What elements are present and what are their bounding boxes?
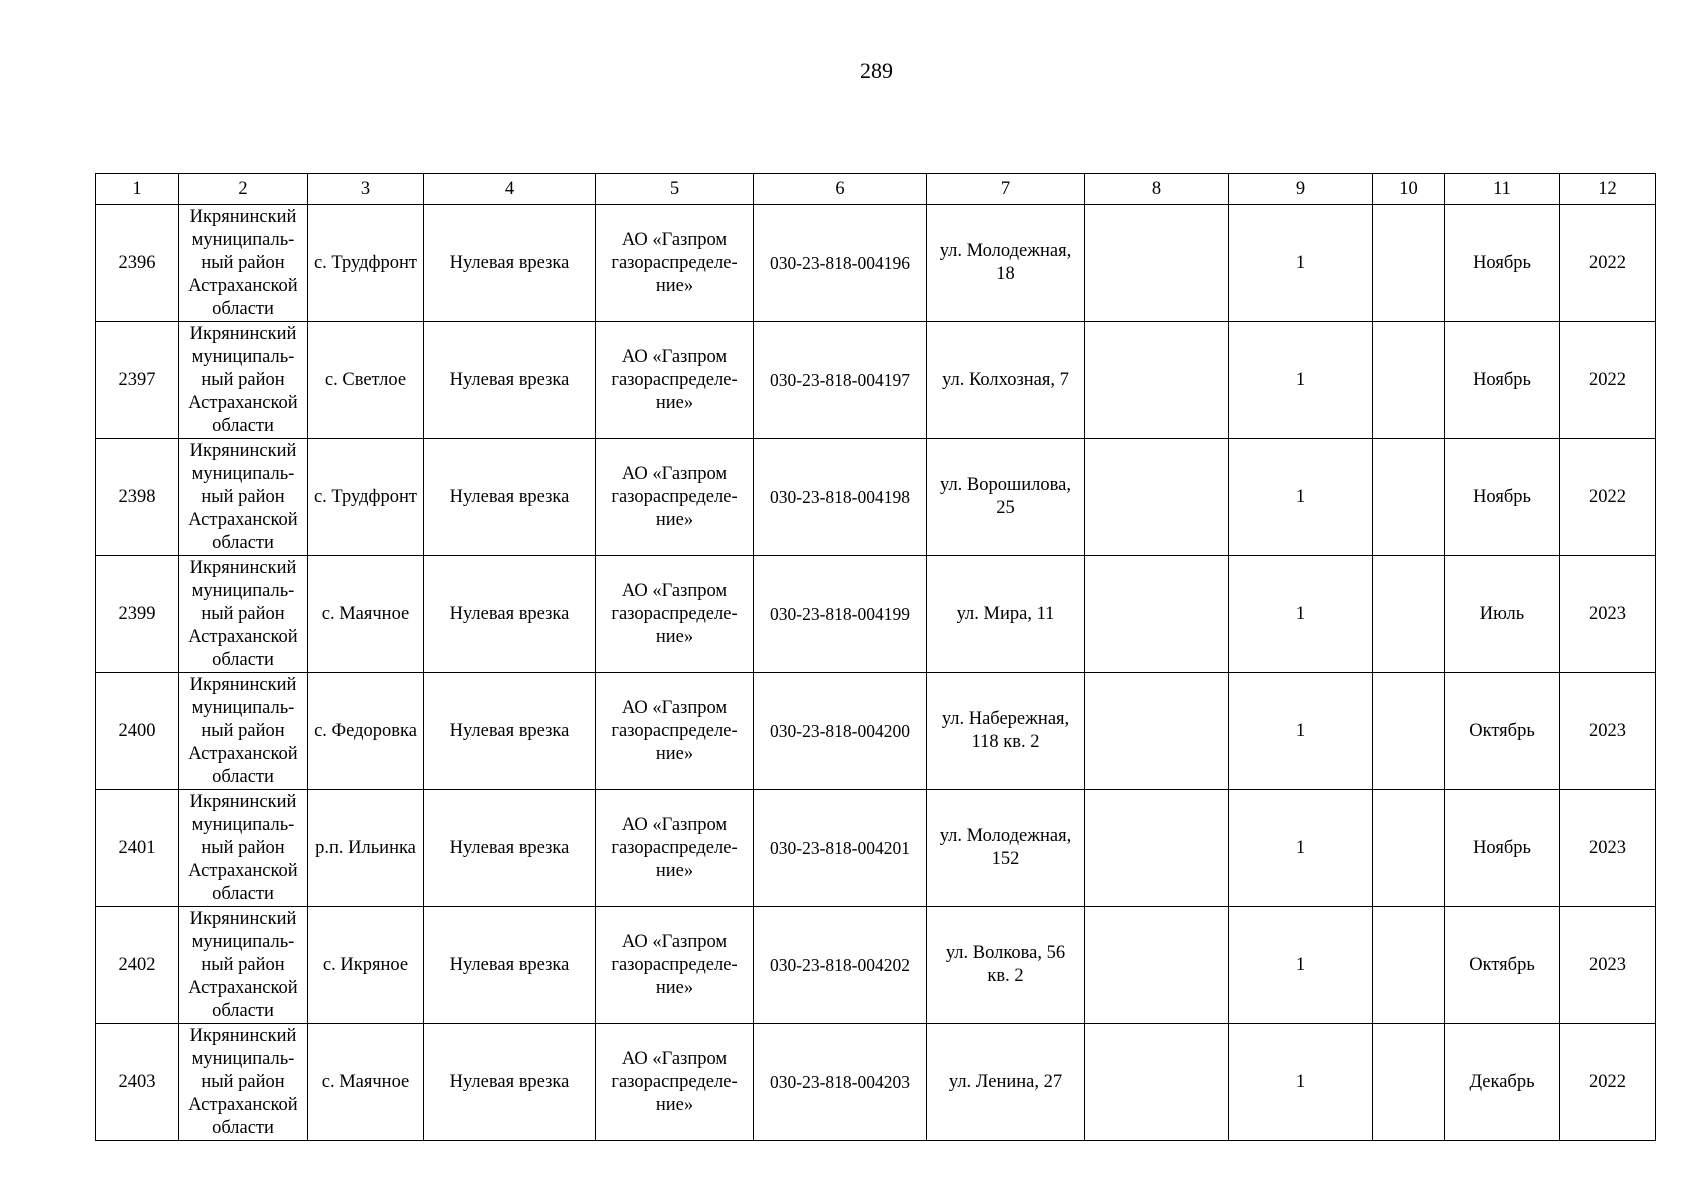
organization-cell	[596, 907, 754, 1024]
col8-cell	[1085, 322, 1229, 439]
object-code-cell: 030-23-818-004200	[754, 673, 927, 790]
col10-cell	[1373, 439, 1445, 556]
district-cell-text: Икрянинский муниципаль- ный район Астраханской области	[188, 908, 298, 1021]
table-row	[96, 439, 1656, 556]
work-type-cell: Нулевая врезка	[424, 907, 596, 1024]
settlement-cell: р.п. Ильинка	[308, 790, 424, 907]
address-cell	[927, 1024, 1085, 1141]
object-code-cell: 030-23-818-004196	[754, 205, 927, 322]
object-code-cell: 030-23-818-004202	[754, 907, 927, 1024]
quantity-cell: 1	[1229, 556, 1373, 673]
quantity-cell: 1	[1229, 439, 1373, 556]
settlement-cell: с. Маячное	[308, 1024, 424, 1141]
district-cell-text: Икрянинский муниципаль- ный район Астраханской области	[188, 206, 298, 319]
organization-cell-text: АО «Газпром газораспределе- ние»	[611, 814, 738, 881]
work-type-cell: Нулевая врезка	[424, 1024, 596, 1141]
quantity-cell: 1	[1229, 790, 1373, 907]
object-code-cell: 030-23-818-004197	[754, 322, 927, 439]
month-cell: Ноябрь	[1445, 322, 1560, 439]
table-row	[96, 1024, 1656, 1141]
address-cell	[927, 790, 1085, 907]
district-cell-text: Икрянинский муниципаль- ный район Астраханской области	[188, 557, 298, 670]
address-cell	[927, 439, 1085, 556]
work-type-cell: Нулевая врезка	[424, 205, 596, 322]
address-cell-text: ул. Колхозная, 7	[942, 369, 1069, 390]
page-number: 289	[860, 58, 893, 83]
work-type-cell: Нулевая врезка	[424, 790, 596, 907]
column-header: 2	[179, 174, 308, 205]
month-cell: Октябрь	[1445, 673, 1560, 790]
month-cell: Ноябрь	[1445, 790, 1560, 907]
year-cell: 2023	[1560, 907, 1656, 1024]
col10-cell	[1373, 1024, 1445, 1141]
table-row	[96, 673, 1656, 790]
row-number-cell: 2401	[96, 790, 179, 907]
work-type-cell: Нулевая врезка	[424, 673, 596, 790]
year-cell: 2022	[1560, 322, 1656, 439]
column-header: 10	[1373, 174, 1445, 205]
address-cell-text: ул. Ворошилова, 25	[940, 475, 1071, 518]
organization-cell	[596, 205, 754, 322]
table-row	[96, 556, 1656, 673]
col10-cell	[1373, 790, 1445, 907]
address-cell	[927, 556, 1085, 673]
row-number-cell: 2399	[96, 556, 179, 673]
settlement-cell: с. Федоровка	[308, 673, 424, 790]
organization-cell-text: АО «Газпром газораспределе- ние»	[611, 1048, 738, 1115]
settlement-cell: с. Светлое	[308, 322, 424, 439]
col10-cell	[1373, 205, 1445, 322]
month-cell: Ноябрь	[1445, 205, 1560, 322]
district-cell	[179, 907, 308, 1024]
settlement-cell: с. Икряное	[308, 907, 424, 1024]
column-header: 6	[754, 174, 927, 205]
object-code-cell: 030-23-818-004203	[754, 1024, 927, 1141]
col8-cell	[1085, 790, 1229, 907]
address-cell-text: ул. Молодежная, 152	[939, 826, 1072, 869]
col8-cell	[1085, 1024, 1229, 1141]
row-number-cell: 2398	[96, 439, 179, 556]
col8-cell	[1085, 439, 1229, 556]
organization-cell-text: АО «Газпром газораспределе- ние»	[611, 580, 738, 647]
quantity-cell: 1	[1229, 322, 1373, 439]
organization-cell	[596, 322, 754, 439]
address-cell	[927, 907, 1085, 1024]
organization-cell-text: АО «Газпром газораспределе- ние»	[611, 229, 738, 296]
col8-cell	[1085, 205, 1229, 322]
organization-cell-text: АО «Газпром газораспределе- ние»	[611, 463, 738, 530]
address-cell-text: ул. Ленина, 27	[948, 1071, 1063, 1092]
row-number-cell: 2397	[96, 322, 179, 439]
row-number-cell: 2396	[96, 205, 179, 322]
month-cell: Июль	[1445, 556, 1560, 673]
settlement-cell: с. Маячное	[308, 556, 424, 673]
quantity-cell: 1	[1229, 1024, 1373, 1141]
col10-cell	[1373, 907, 1445, 1024]
address-cell	[927, 673, 1085, 790]
year-cell: 2023	[1560, 673, 1656, 790]
column-header: 8	[1085, 174, 1229, 205]
organization-cell	[596, 439, 754, 556]
column-header: 12	[1560, 174, 1656, 205]
month-cell: Октябрь	[1445, 907, 1560, 1024]
quantity-cell: 1	[1229, 205, 1373, 322]
column-header: 11	[1445, 174, 1560, 205]
year-cell: 2022	[1560, 439, 1656, 556]
district-cell	[179, 439, 308, 556]
row-number-cell: 2400	[96, 673, 179, 790]
column-header: 9	[1229, 174, 1373, 205]
work-type-cell: Нулевая врезка	[424, 556, 596, 673]
district-cell	[179, 322, 308, 439]
table-row	[96, 322, 1656, 439]
column-number-row	[96, 174, 1656, 205]
organization-cell-text: АО «Газпром газораспределе- ние»	[611, 346, 738, 413]
district-cell	[179, 205, 308, 322]
col10-cell	[1373, 673, 1445, 790]
table-row	[96, 205, 1656, 322]
col10-cell	[1373, 322, 1445, 439]
col8-cell	[1085, 907, 1229, 1024]
month-cell: Декабрь	[1445, 1024, 1560, 1141]
work-type-cell: Нулевая врезка	[424, 322, 596, 439]
district-cell	[179, 1024, 308, 1141]
district-cell-text: Икрянинский муниципаль- ный район Астраханской области	[188, 674, 298, 787]
table-row	[96, 907, 1656, 1024]
organization-cell-text: АО «Газпром газораспределе- ние»	[611, 697, 738, 764]
district-cell-text: Икрянинский муниципаль- ный район Астраханской области	[188, 791, 298, 904]
column-header: 4	[424, 174, 596, 205]
organization-cell	[596, 556, 754, 673]
month-cell: Ноябрь	[1445, 439, 1560, 556]
address-cell	[927, 322, 1085, 439]
quantity-cell: 1	[1229, 673, 1373, 790]
quantity-cell: 1	[1229, 907, 1373, 1024]
address-cell-text: ул. Мира, 11	[956, 603, 1055, 624]
table-row	[96, 790, 1656, 907]
table-body	[96, 174, 1656, 1141]
column-header: 5	[596, 174, 754, 205]
object-code-cell: 030-23-818-004199	[754, 556, 927, 673]
col8-cell	[1085, 673, 1229, 790]
organization-cell	[596, 1024, 754, 1141]
district-cell	[179, 673, 308, 790]
year-cell: 2022	[1560, 205, 1656, 322]
row-number-cell: 2403	[96, 1024, 179, 1141]
district-cell	[179, 790, 308, 907]
district-cell	[179, 556, 308, 673]
address-cell-text: ул. Молодежная, 18	[939, 241, 1072, 284]
district-cell-text: Икрянинский муниципаль- ный район Астраханской области	[188, 1025, 298, 1138]
address-cell	[927, 205, 1085, 322]
column-header: 7	[927, 174, 1085, 205]
settlement-cell: с. Трудфронт	[308, 205, 424, 322]
registry-table	[95, 173, 1656, 1141]
year-cell: 2023	[1560, 790, 1656, 907]
year-cell: 2023	[1560, 556, 1656, 673]
col8-cell	[1085, 556, 1229, 673]
organization-cell	[596, 790, 754, 907]
column-header: 1	[96, 174, 179, 205]
year-cell: 2022	[1560, 1024, 1656, 1141]
organization-cell-text: АО «Газпром газораспределе- ние»	[611, 931, 738, 998]
district-cell-text: Икрянинский муниципаль- ный район Астраханской области	[188, 323, 298, 436]
district-cell-text: Икрянинский муниципаль- ный район Астраханской области	[188, 440, 298, 553]
object-code-cell: 030-23-818-004198	[754, 439, 927, 556]
settlement-cell: с. Трудфронт	[308, 439, 424, 556]
column-header: 3	[308, 174, 424, 205]
organization-cell	[596, 673, 754, 790]
col10-cell	[1373, 556, 1445, 673]
work-type-cell: Нулевая врезка	[424, 439, 596, 556]
row-number-cell: 2402	[96, 907, 179, 1024]
object-code-cell: 030-23-818-004201	[754, 790, 927, 907]
address-cell-text: ул. Волкова, 56 кв. 2	[945, 943, 1066, 986]
address-cell-text: ул. Набережная, 118 кв. 2	[941, 709, 1070, 752]
